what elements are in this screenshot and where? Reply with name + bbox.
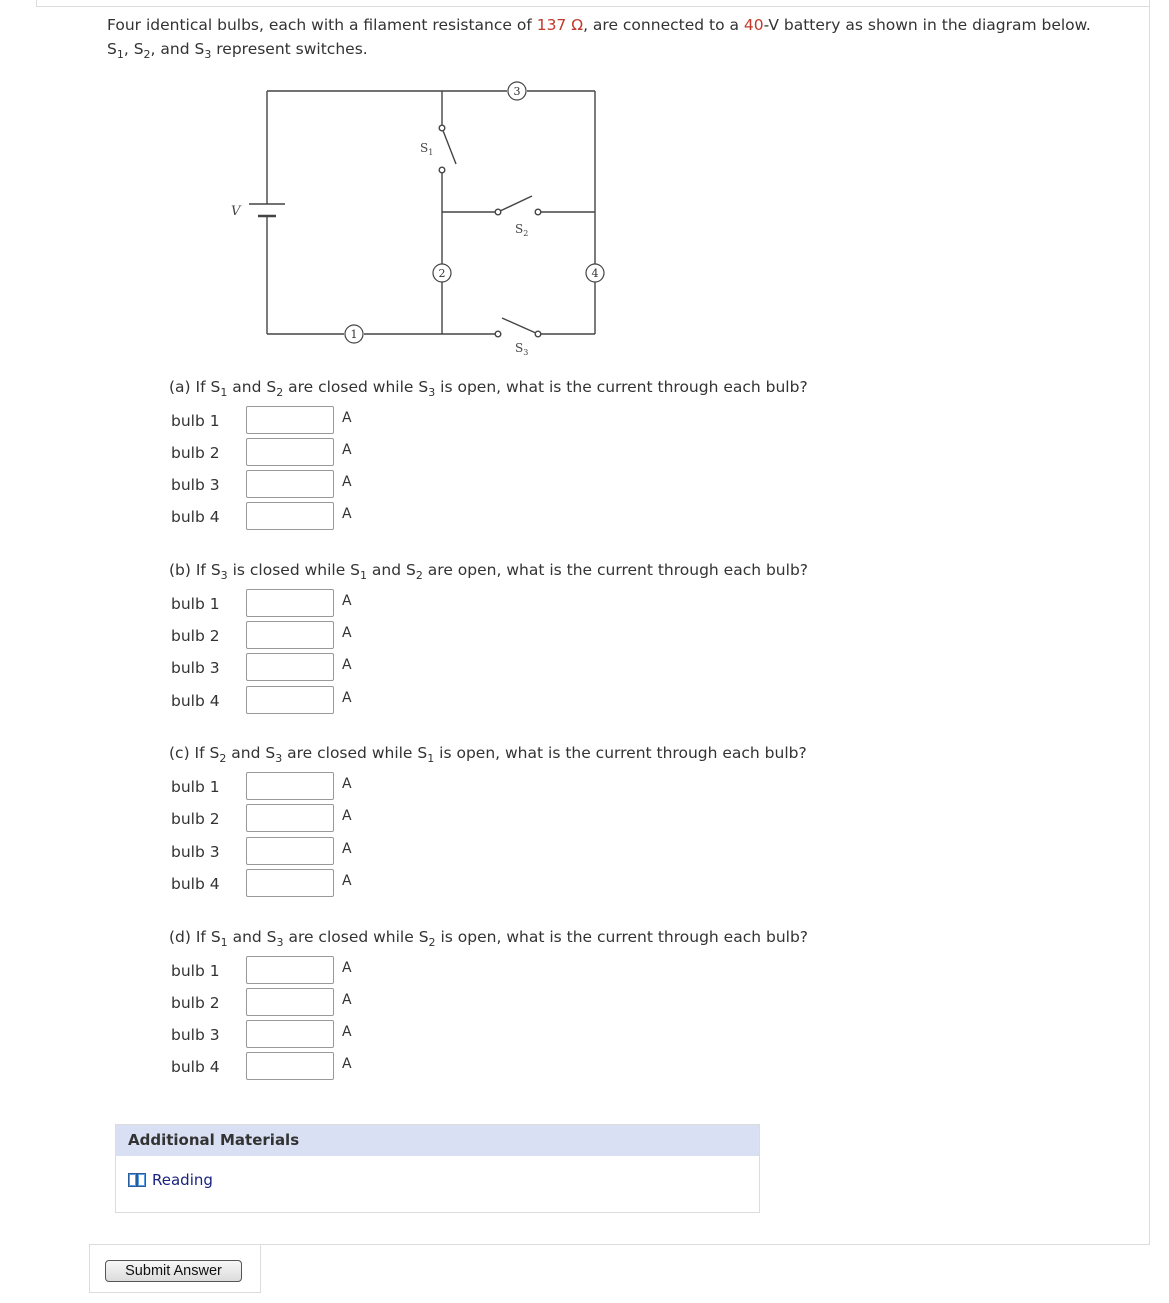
question-prompt — [107, 13, 1127, 61]
part-a-bulb-2-input[interactable] — [246, 438, 334, 466]
part-b-bulb-2-input[interactable] — [246, 621, 334, 649]
switch-s3-icon — [495, 318, 541, 337]
unit-label: A — [342, 410, 352, 426]
switch-s1-label: $S_1$ — [420, 141, 434, 157]
prompt-comma: , S — [123, 40, 144, 58]
part-b-bulb-3-input[interactable] — [246, 653, 334, 681]
bulb-2-label: 2 — [438, 267, 446, 280]
unit-label: A — [342, 625, 352, 641]
switch-s1-icon — [439, 125, 456, 173]
additional-materials-heading: Additional Materials — [116, 1125, 759, 1156]
part-d-bulb-2-input[interactable] — [246, 988, 334, 1016]
prompt-and: , and S — [150, 40, 205, 58]
unit-label: A — [342, 506, 352, 522]
submit-answer-button[interactable]: Submit Answer — [105, 1260, 242, 1282]
answer-label: bulb 2 — [171, 994, 220, 1012]
battery-label: V — [231, 204, 241, 219]
part-d-bulb-4-input[interactable] — [246, 1052, 334, 1080]
answer-label: bulb 2 — [171, 810, 220, 828]
part-a-bulb-4-input[interactable] — [246, 502, 334, 530]
unit-label: A — [342, 690, 352, 706]
part-a-bulb-1-input[interactable] — [246, 406, 334, 434]
prompt-text-1: Four identical bulbs, each with a filament resistance of — [107, 16, 537, 34]
prompt-sub-1: 1 — [116, 48, 124, 61]
bulb-1-label: 1 — [350, 328, 358, 341]
prompt-sub-2: 2 — [143, 48, 151, 61]
prompt-text-3: -V battery as shown in the diagram below. — [763, 16, 1091, 34]
unit-label: A — [342, 776, 352, 792]
answer-label: bulb 4 — [171, 1058, 220, 1076]
part-b-question: (b) If $S_3$ is closed while $S_1$ and $S_2$ are open, what is the current through each bulb? — [169, 561, 809, 582]
answer-label: bulb 4 — [171, 692, 220, 710]
answer-label: bulb 4 — [171, 875, 220, 893]
unit-label: A — [342, 1024, 352, 1040]
unit-label: A — [342, 442, 352, 458]
prompt-sub-3: 3 — [204, 48, 212, 61]
voltage-value: 40 — [743, 16, 764, 34]
prompt-end: represent switches. — [211, 40, 368, 58]
reading-link[interactable] — [128, 1171, 213, 1189]
part-d-bulb-3-input[interactable] — [246, 1020, 334, 1048]
answer-label: bulb 3 — [171, 659, 220, 677]
part-c-bulb-1-input[interactable] — [246, 772, 334, 800]
switch-s3-label: $S_3$ — [515, 341, 529, 357]
answer-label: bulb 1 — [171, 595, 220, 613]
part-a-bulb-3-input[interactable] — [246, 470, 334, 498]
answer-label: bulb 1 — [171, 778, 220, 796]
answer-label: bulb 3 — [171, 476, 220, 494]
part-d-bulb-1-input[interactable] — [246, 956, 334, 984]
book-icon — [128, 1173, 146, 1187]
battery-icon — [249, 204, 285, 216]
unit-label: A — [342, 474, 352, 490]
unit-label: A — [342, 841, 352, 857]
answer-label: bulb 1 — [171, 962, 220, 980]
prompt-text-2: , are connected to a — [583, 16, 744, 34]
reading-link-label: Reading — [152, 1171, 213, 1189]
part-a-question: (a) If $S_1$ and $S_2$ are closed while $S_3$ is open, what is the current through each bulb? — [169, 378, 808, 399]
part-d-question: (d) If $S_1$ and $S_3$ are closed while $S_2$ is open, what is the current through each bulb? — [169, 928, 809, 949]
switch-s2-icon — [495, 196, 541, 215]
unit-label: A — [342, 1056, 352, 1072]
circuit-diagram — [220, 78, 620, 363]
unit-label: A — [342, 593, 352, 609]
answer-label: bulb 4 — [171, 508, 220, 526]
part-c-question: (c) If $S_2$ and $S_3$ are closed while $S_1$ is open, what is the current through each bulb? — [169, 744, 807, 765]
bulb-4-label: 4 — [591, 267, 599, 280]
part-c-bulb-3-input[interactable] — [246, 837, 334, 865]
answer-label: bulb 3 — [171, 843, 220, 861]
answer-label: bulb 3 — [171, 1026, 220, 1044]
unit-label: A — [342, 808, 352, 824]
unit-label: A — [342, 992, 352, 1008]
bulb-3-label: 3 — [513, 85, 521, 98]
part-c-bulb-4-input[interactable] — [246, 869, 334, 897]
answer-label: bulb 1 — [171, 412, 220, 430]
additional-materials-panel — [115, 1124, 760, 1213]
switch-s2-label: $S_2$ — [515, 222, 529, 238]
answer-label: bulb 2 — [171, 444, 220, 462]
prompt-s: S — [107, 40, 117, 58]
unit-label: A — [342, 873, 352, 889]
unit-label: A — [342, 657, 352, 673]
part-b-bulb-4-input[interactable] — [246, 686, 334, 714]
part-b-bulb-1-input[interactable] — [246, 589, 334, 617]
part-c-bulb-2-input[interactable] — [246, 804, 334, 832]
resistance-value: 137 Ω — [536, 16, 584, 34]
answer-label: bulb 2 — [171, 627, 220, 645]
unit-label: A — [342, 960, 352, 976]
